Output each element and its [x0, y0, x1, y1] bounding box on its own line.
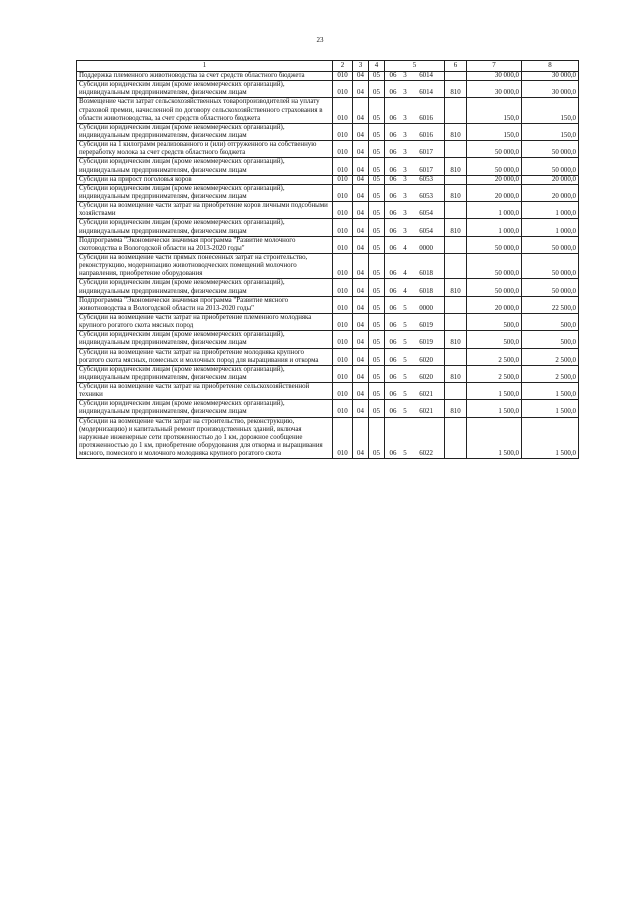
row-expense-type [445, 72, 467, 81]
row-name: Субсидии на возмещение части затрат на строительство, реконструкцию, (модернизацию) и капитальный ремонт производственных зданий, включая наружные инженерные сети протяженностью до 1 км, дорожное сообщение протяженностью до 1 км, приобретение оборудования для откорма и выращивания мясного, помесного и молочного молодняка крупного рогатого скота [77, 417, 333, 459]
row-name: Субсидии юридическим лицам (кроме некоммерческих организаций), индивидуальным предпринимателям, физическим лицам [77, 219, 333, 236]
row-target-article [385, 123, 445, 140]
table-row [77, 72, 579, 81]
row-direction-code: 6016 [419, 131, 433, 139]
row-target-article [385, 184, 445, 201]
row-ministry-code: 010 [333, 175, 353, 184]
row-program-code: 06 [389, 339, 397, 347]
row-program-code: 06 [389, 227, 397, 235]
row-subprogram-code: 5 [403, 408, 407, 416]
row-subsection-code: 05 [369, 123, 385, 140]
row-target-article [385, 158, 445, 175]
row-amount-year-1: 50 000,0 [467, 279, 522, 296]
table-row [77, 175, 579, 184]
row-target-article [385, 296, 445, 313]
table-row [77, 331, 579, 348]
row-section-code: 04 [353, 383, 369, 400]
row-subprogram-code: 5 [403, 356, 407, 364]
row-ministry-code: 010 [333, 253, 353, 278]
row-ministry-code: 010 [333, 158, 353, 175]
header-col-8: 8 [522, 61, 579, 72]
row-target-article [385, 98, 445, 123]
row-expense-type [445, 141, 467, 158]
row-ministry-code: 010 [333, 313, 353, 330]
row-program-code: 06 [389, 149, 397, 157]
row-expense-type [445, 202, 467, 219]
row-amount-year-1: 2 500,0 [467, 365, 522, 382]
table-row [77, 400, 579, 417]
row-section-code: 04 [353, 158, 369, 175]
table-row [77, 296, 579, 313]
row-expense-type: 810 [445, 81, 467, 98]
row-program-code: 06 [389, 114, 397, 122]
row-amount-year-1: 50 000,0 [467, 253, 522, 278]
row-subsection-code: 05 [369, 236, 385, 253]
table-header [77, 61, 579, 72]
row-amount-year-2: 1 500,0 [522, 383, 579, 400]
row-subsection-code: 05 [369, 202, 385, 219]
row-amount-year-1: 1 500,0 [467, 383, 522, 400]
row-name: Подпрограмма "Экономически значимая программа "Развитие мясного животноводства в Вологодской области на 2013-2020 годы" [77, 296, 333, 313]
row-target-article [385, 417, 445, 459]
row-section-code: 04 [353, 123, 369, 140]
row-direction-code: 6021 [419, 408, 433, 416]
row-expense-type [445, 175, 467, 184]
row-direction-code: 6020 [419, 356, 433, 364]
row-name: Субсидии на возмещение части затрат на приобретение племенного молодняка крупного рогатого скота мясных пород [77, 313, 333, 330]
row-name: Субсидии на прирост поголовья коров [77, 175, 333, 184]
row-program-code: 06 [389, 391, 397, 399]
row-target-article [385, 253, 445, 278]
row-section-code: 04 [353, 296, 369, 313]
table-row [77, 184, 579, 201]
row-subprogram-code: 3 [403, 192, 407, 200]
row-section-code: 04 [353, 348, 369, 365]
row-name: Субсидии юридическим лицам (кроме некоммерческих организаций), индивидуальным предпринимателям, физическим лицам [77, 279, 333, 296]
row-expense-type [445, 296, 467, 313]
row-section-code: 04 [353, 81, 369, 98]
header-col-6: 6 [445, 61, 467, 72]
budget-table [76, 60, 579, 459]
row-program-code: 06 [389, 72, 397, 79]
row-amount-year-1: 150,0 [467, 123, 522, 140]
row-direction-code: 6017 [419, 166, 433, 174]
row-direction-code: 6021 [419, 391, 433, 399]
row-direction-code: 6014 [419, 72, 433, 79]
row-target-article [385, 219, 445, 236]
row-name: Субсидии юридическим лицам (кроме некоммерческих организаций), индивидуальным предпринимателям, физическим лицам [77, 400, 333, 417]
row-direction-code: 6019 [419, 322, 433, 330]
header-col-7: 7 [467, 61, 522, 72]
row-subprogram-code: 4 [403, 244, 407, 252]
row-subsection-code: 05 [369, 296, 385, 313]
row-amount-year-2: 500,0 [522, 331, 579, 348]
row-name: Субсидии на возмещение части затрат на приобретение молодняка крупного рогатого скота мясных, помесных и молочных пород для выращивания и откорма [77, 348, 333, 365]
row-amount-year-2: 50 000,0 [522, 141, 579, 158]
header-col-3: 3 [353, 61, 369, 72]
row-section-code: 04 [353, 400, 369, 417]
header-col-1: 1 [77, 61, 333, 72]
row-section-code: 04 [353, 72, 369, 81]
row-subprogram-code: 3 [403, 72, 407, 79]
row-direction-code: 6054 [419, 227, 433, 235]
row-subprogram-code: 3 [403, 166, 407, 174]
row-subsection-code: 05 [369, 98, 385, 123]
row-name: Субсидии на возмещение части затрат на приобретение сельскохозяйственной техники [77, 383, 333, 400]
row-program-code: 06 [389, 166, 397, 174]
row-target-article [385, 383, 445, 400]
row-direction-code: 6016 [419, 114, 433, 122]
row-expense-type [445, 98, 467, 123]
row-amount-year-1: 1 000,0 [467, 219, 522, 236]
row-program-code: 06 [389, 192, 397, 200]
row-subprogram-code: 4 [403, 287, 407, 295]
row-amount-year-2: 20 000,0 [522, 184, 579, 201]
row-expense-type [445, 253, 467, 278]
row-subprogram-code: 4 [403, 270, 407, 278]
row-section-code: 04 [353, 365, 369, 382]
row-target-article [385, 236, 445, 253]
table-row [77, 348, 579, 365]
row-section-code: 04 [353, 331, 369, 348]
table-row [77, 417, 579, 459]
row-expense-type: 810 [445, 279, 467, 296]
row-target-article [385, 365, 445, 382]
table-row [77, 202, 579, 219]
row-expense-type [445, 236, 467, 253]
row-ministry-code: 010 [333, 331, 353, 348]
table-row [77, 253, 579, 278]
row-name: Субсидии на 1 килограмм реализованного и (или) отгруженного на собственную переработку молока за счет средств областного бюджета [77, 141, 333, 158]
row-direction-code: 6017 [419, 149, 433, 157]
row-subprogram-code: 3 [403, 89, 407, 97]
row-name: Субсидии на возмещение части прямых понесенных затрат на строительство, реконструкцию, модернизацию животноводческих помещений молочного направления, приобретение оборудования [77, 253, 333, 278]
header-row [77, 61, 579, 72]
row-name: Субсидии юридическим лицам (кроме некоммерческих организаций), индивидуальным предпринимателям, физическим лицам [77, 81, 333, 98]
row-name: Субсидии на возмещение части затрат на приобретение коров личными подсобными хозяйствами [77, 202, 333, 219]
row-subprogram-code: 5 [403, 450, 407, 458]
row-ministry-code: 010 [333, 141, 353, 158]
header-col-4: 4 [369, 61, 385, 72]
row-expense-type: 810 [445, 331, 467, 348]
row-direction-code: 0000 [419, 244, 433, 252]
row-name: Возмещение части затрат сельскохозяйственных товаропроизводителей на уплату страховой премии, начисленной по договору сельскохозяйственного страхования в области животноводства, за счет средств областного бюджета [77, 98, 333, 123]
table-row [77, 158, 579, 175]
row-direction-code: 6054 [419, 210, 433, 218]
row-amount-year-1: 30 000,0 [467, 72, 522, 81]
row-subprogram-code: 3 [403, 131, 407, 139]
row-subsection-code: 05 [369, 81, 385, 98]
row-target-article [385, 72, 445, 81]
row-program-code: 06 [389, 373, 397, 381]
table-row [77, 123, 579, 140]
row-direction-code: 6053 [419, 175, 433, 183]
table-row [77, 236, 579, 253]
row-subsection-code: 05 [369, 158, 385, 175]
row-program-code: 06 [389, 175, 397, 183]
table-row [77, 141, 579, 158]
row-target-article [385, 348, 445, 365]
row-target-article [385, 202, 445, 219]
row-subsection-code: 05 [369, 348, 385, 365]
row-amount-year-1: 1 000,0 [467, 202, 522, 219]
row-section-code: 04 [353, 202, 369, 219]
row-amount-year-1: 50 000,0 [467, 141, 522, 158]
row-amount-year-2: 150,0 [522, 98, 579, 123]
row-program-code: 06 [389, 304, 397, 312]
row-direction-code: 6018 [419, 270, 433, 278]
row-amount-year-2: 50 000,0 [522, 279, 579, 296]
row-section-code: 04 [353, 175, 369, 184]
row-program-code: 06 [389, 89, 397, 97]
row-amount-year-1: 2 500,0 [467, 348, 522, 365]
row-amount-year-1: 20 000,0 [467, 184, 522, 201]
row-direction-code: 6019 [419, 339, 433, 347]
table-row [77, 81, 579, 98]
row-direction-code: 0000 [419, 304, 433, 312]
row-section-code: 04 [353, 253, 369, 278]
table-body [77, 72, 579, 459]
row-subsection-code: 05 [369, 417, 385, 459]
row-amount-year-2: 500,0 [522, 313, 579, 330]
row-ministry-code: 010 [333, 236, 353, 253]
row-name: Подпрограмма "Экономически значимая программа "Развитие молочного скотоводства в Вологодской области на 2013-2020 годы" [77, 236, 333, 253]
row-amount-year-2: 1 000,0 [522, 219, 579, 236]
row-program-code: 06 [389, 210, 397, 218]
row-subprogram-code: 5 [403, 322, 407, 330]
row-program-code: 06 [389, 287, 397, 295]
row-program-code: 06 [389, 131, 397, 139]
row-amount-year-2: 150,0 [522, 123, 579, 140]
row-subsection-code: 05 [369, 400, 385, 417]
row-ministry-code: 010 [333, 219, 353, 236]
row-name: Субсидии юридическим лицам (кроме некоммерческих организаций), индивидуальным предпринимателям, физическим лицам [77, 331, 333, 348]
row-program-code: 06 [389, 408, 397, 416]
row-name: Субсидии юридическим лицам (кроме некоммерческих организаций), индивидуальным предпринимателям, физическим лицам [77, 184, 333, 201]
row-amount-year-2: 20 000,0 [522, 175, 579, 184]
row-subprogram-code: 5 [403, 304, 407, 312]
table-row [77, 365, 579, 382]
header-col-5: 5 [385, 61, 445, 72]
row-ministry-code: 010 [333, 417, 353, 459]
row-program-code: 06 [389, 270, 397, 278]
row-amount-year-1: 150,0 [467, 98, 522, 123]
row-amount-year-1: 500,0 [467, 331, 522, 348]
row-amount-year-2: 50 000,0 [522, 158, 579, 175]
row-amount-year-2: 2 500,0 [522, 365, 579, 382]
row-expense-type: 810 [445, 219, 467, 236]
row-ministry-code: 010 [333, 383, 353, 400]
row-expense-type: 810 [445, 365, 467, 382]
row-name: Субсидии юридическим лицам (кроме некоммерческих организаций), индивидуальным предпринимателям, физическим лицам [77, 123, 333, 140]
row-subprogram-code: 3 [403, 175, 407, 183]
row-amount-year-2: 30 000,0 [522, 81, 579, 98]
row-amount-year-1: 1 500,0 [467, 417, 522, 459]
row-ministry-code: 010 [333, 123, 353, 140]
row-subsection-code: 05 [369, 383, 385, 400]
row-expense-type [445, 313, 467, 330]
row-expense-type: 810 [445, 400, 467, 417]
row-amount-year-1: 1 500,0 [467, 400, 522, 417]
row-expense-type: 810 [445, 123, 467, 140]
row-program-code: 06 [389, 356, 397, 364]
row-ministry-code: 010 [333, 296, 353, 313]
row-expense-type: 810 [445, 158, 467, 175]
row-amount-year-1: 50 000,0 [467, 158, 522, 175]
row-subsection-code: 05 [369, 331, 385, 348]
row-subsection-code: 05 [369, 141, 385, 158]
row-target-article [385, 81, 445, 98]
row-target-article [385, 331, 445, 348]
row-direction-code: 6022 [419, 450, 433, 458]
row-direction-code: 6020 [419, 373, 433, 381]
row-amount-year-1: 30 000,0 [467, 81, 522, 98]
row-section-code: 04 [353, 141, 369, 158]
row-ministry-code: 010 [333, 348, 353, 365]
row-amount-year-2: 22 500,0 [522, 296, 579, 313]
row-amount-year-1: 50 000,0 [467, 236, 522, 253]
row-subprogram-code: 3 [403, 114, 407, 122]
row-subprogram-code: 3 [403, 149, 407, 157]
page-number: 23 [316, 36, 324, 44]
row-target-article [385, 400, 445, 417]
row-section-code: 04 [353, 279, 369, 296]
row-program-code: 06 [389, 244, 397, 252]
row-amount-year-2: 1 500,0 [522, 400, 579, 417]
row-section-code: 04 [353, 417, 369, 459]
table-row [77, 219, 579, 236]
row-subsection-code: 05 [369, 184, 385, 201]
row-name: Поддержка племенного животноводства за счет средств областного бюджета [77, 72, 333, 81]
row-program-code: 06 [389, 322, 397, 330]
row-section-code: 04 [353, 219, 369, 236]
row-amount-year-2: 2 500,0 [522, 348, 579, 365]
row-ministry-code: 010 [333, 279, 353, 296]
row-subprogram-code: 5 [403, 373, 407, 381]
row-ministry-code: 010 [333, 184, 353, 201]
row-subsection-code: 05 [369, 175, 385, 184]
row-program-code: 06 [389, 450, 397, 458]
table-row [77, 279, 579, 296]
row-expense-type [445, 383, 467, 400]
row-ministry-code: 010 [333, 98, 353, 123]
row-target-article [385, 175, 445, 184]
row-amount-year-1: 20 000,0 [467, 175, 522, 184]
row-direction-code: 6053 [419, 192, 433, 200]
row-amount-year-1: 500,0 [467, 313, 522, 330]
row-expense-type [445, 348, 467, 365]
header-col-2: 2 [333, 61, 353, 72]
row-ministry-code: 010 [333, 400, 353, 417]
row-expense-type: 810 [445, 184, 467, 201]
row-target-article [385, 313, 445, 330]
row-direction-code: 6014 [419, 89, 433, 97]
row-amount-year-2: 50 000,0 [522, 253, 579, 278]
row-subsection-code: 05 [369, 253, 385, 278]
table-row [77, 313, 579, 330]
row-section-code: 04 [353, 98, 369, 123]
table-row [77, 383, 579, 400]
row-subsection-code: 05 [369, 219, 385, 236]
row-direction-code: 6018 [419, 287, 433, 295]
row-amount-year-1: 20 000,0 [467, 296, 522, 313]
row-section-code: 04 [353, 236, 369, 253]
row-subprogram-code: 5 [403, 391, 407, 399]
row-amount-year-2: 1 500,0 [522, 417, 579, 459]
row-subsection-code: 05 [369, 279, 385, 296]
row-amount-year-2: 30 000,0 [522, 72, 579, 81]
row-subprogram-code: 3 [403, 227, 407, 235]
row-ministry-code: 010 [333, 365, 353, 382]
row-amount-year-2: 50 000,0 [522, 236, 579, 253]
row-subprogram-code: 5 [403, 339, 407, 347]
row-subsection-code: 05 [369, 313, 385, 330]
table-row [77, 98, 579, 123]
row-subsection-code: 05 [369, 72, 385, 81]
row-name: Субсидии юридическим лицам (кроме некоммерческих организаций), индивидуальным предпринимателям, физическим лицам [77, 158, 333, 175]
row-subsection-code: 05 [369, 365, 385, 382]
row-section-code: 04 [353, 313, 369, 330]
row-subprogram-code: 3 [403, 210, 407, 218]
row-name: Субсидии юридическим лицам (кроме некоммерческих организаций), индивидуальным предпринимателям, физическим лицам [77, 365, 333, 382]
row-target-article [385, 279, 445, 296]
row-ministry-code: 010 [333, 81, 353, 98]
row-target-article [385, 141, 445, 158]
row-ministry-code: 010 [333, 202, 353, 219]
row-amount-year-2: 1 000,0 [522, 202, 579, 219]
row-section-code: 04 [353, 184, 369, 201]
row-expense-type [445, 417, 467, 459]
row-ministry-code: 010 [333, 72, 353, 81]
